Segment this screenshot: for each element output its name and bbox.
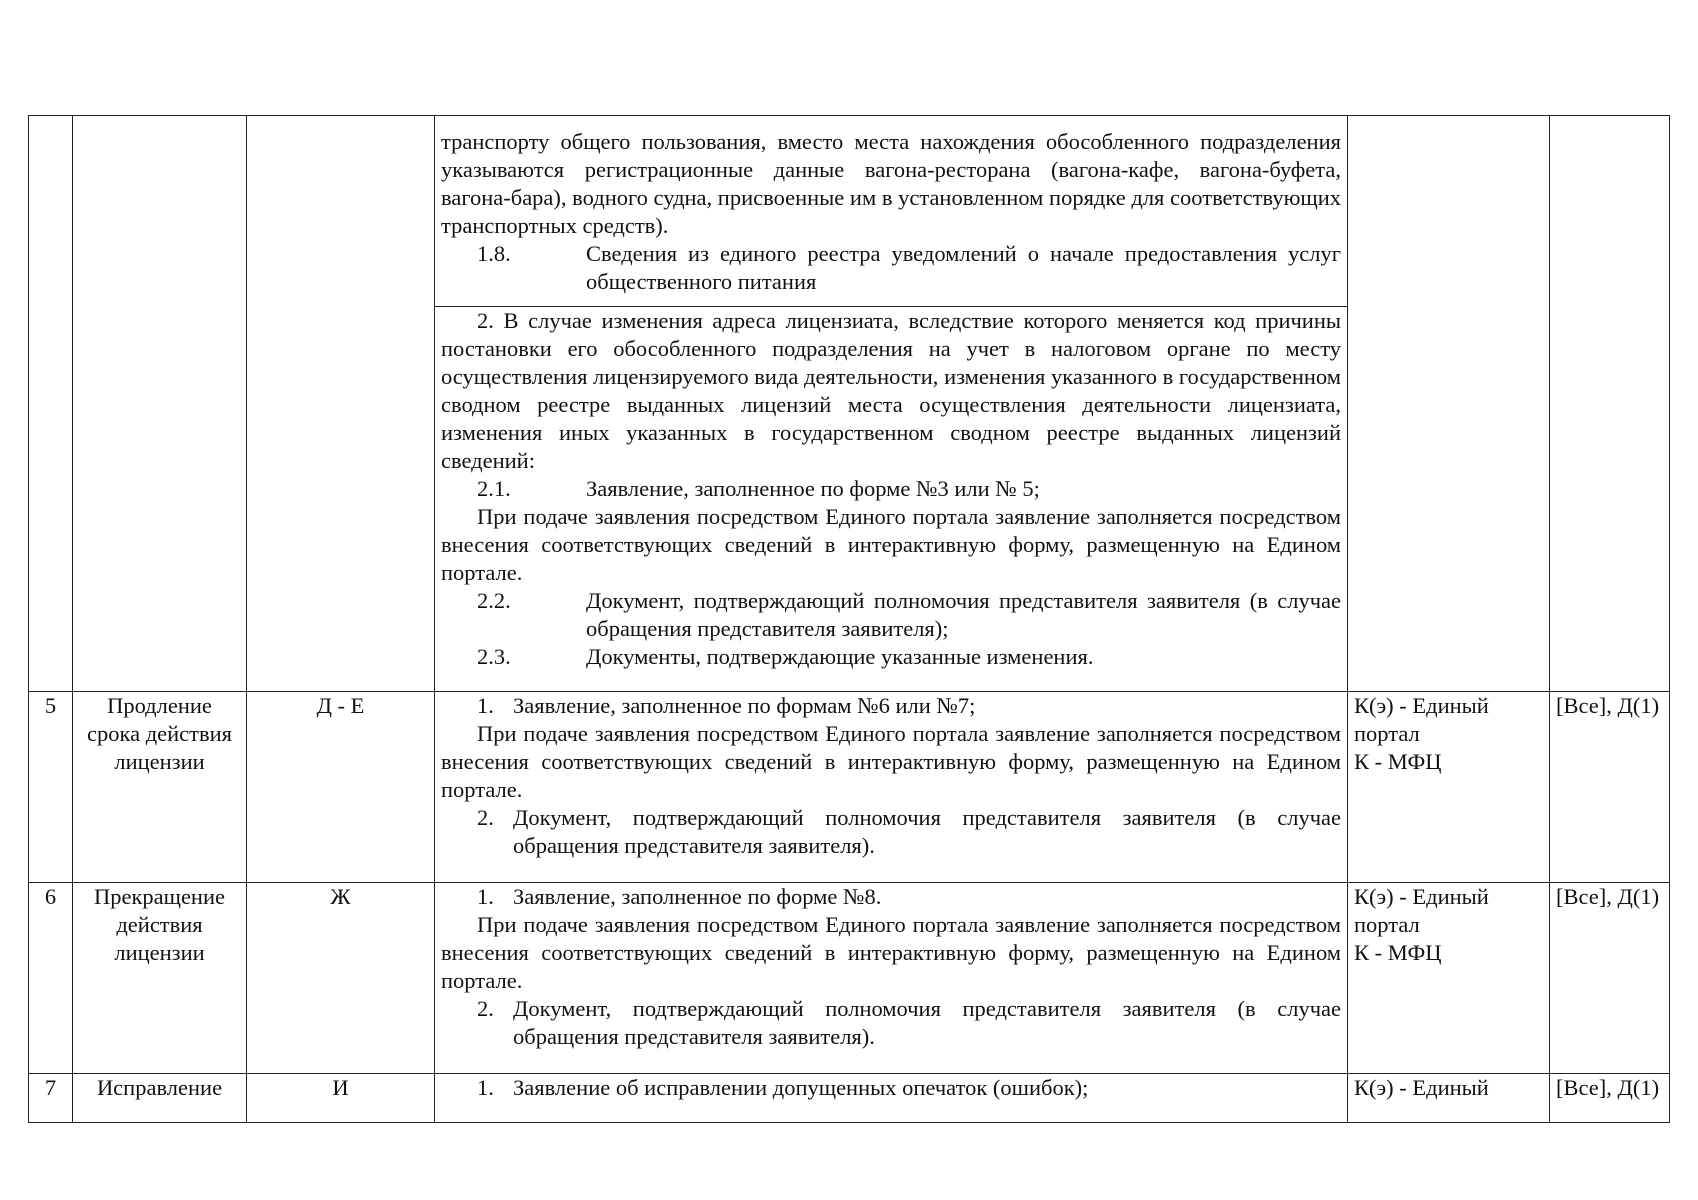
item-text: Заявление, заполненное по форме №3 или № 5; xyxy=(586,476,1040,501)
service-name-cell: Продление срока действия лицензии xyxy=(73,692,247,883)
applicant-category-cell: [Все], Д(1) xyxy=(1550,692,1670,883)
item-number: 1.8. xyxy=(477,241,511,266)
item-text: Заявление, заполненное по формам №6 или №7; xyxy=(513,693,976,718)
list-item xyxy=(441,883,1341,911)
table-row xyxy=(29,692,1670,883)
item-text: Документы, подтверждающие указанные изменения. xyxy=(586,644,1094,669)
documents-cell xyxy=(435,307,1348,692)
row-number-cell: 6 xyxy=(29,883,73,1074)
item-number: 1. xyxy=(477,1075,494,1100)
way-line: К(э) - Единый портал xyxy=(1354,884,1489,937)
documents-cell xyxy=(435,692,1348,883)
list-item xyxy=(441,587,1341,643)
service-code-cell xyxy=(247,116,435,692)
item-number: 1. xyxy=(477,693,494,718)
item-text: Документ, подтверждающий полномочия представителя заявителя (в случае обращения представителя заявителя); xyxy=(586,588,1341,641)
documents-cell xyxy=(435,1074,1348,1123)
list-item xyxy=(441,804,1341,860)
submission-way-cell xyxy=(1348,116,1550,692)
table-row xyxy=(29,116,1670,307)
row-number-cell: 5 xyxy=(29,692,73,883)
item-number: 2.1. xyxy=(477,476,511,501)
submission-way-cell xyxy=(1348,692,1550,883)
applicant-category-cell xyxy=(1550,116,1670,692)
item-number: 2.3. xyxy=(477,644,511,669)
service-name-cell: Прекращение действия лицензии xyxy=(73,883,247,1074)
way-line: К - МФЦ xyxy=(1354,749,1442,774)
service-code-cell: Д - Е xyxy=(247,692,435,883)
list-item xyxy=(441,475,1341,503)
documents-cell xyxy=(435,116,1348,307)
service-code-cell: И xyxy=(247,1074,435,1123)
item-text: Документ, подтверждающий полномочия представителя заявителя (в случае обращения представителя заявителя). xyxy=(513,805,1341,858)
table-row xyxy=(29,1074,1670,1123)
applicant-category-cell: [Все], Д(1) xyxy=(1550,883,1670,1074)
applicant-category-cell: [Все], Д(1) xyxy=(1550,1074,1670,1123)
paragraph: транспорту общего пользования, вместо места нахождения обособленного подразделения указываются регистрационные данные вагона-ресторана (вагона-кафе, вагона-буфета, вагона-бара), водного судна, присвоенные им в установленном порядке для соответствующих транспортных средств). xyxy=(441,129,1341,238)
list-item xyxy=(441,643,1341,671)
paragraph: 2. В случае изменения адреса лицензиата, вследствие которого меняется код причины постановки его обособленного подразделения на учет в налоговом органе по месту осуществления лицензируемого вида деятельности, изменения указанного в государственном сводном реестре выданных лицензий места осуществления деятельности лицензиата, изменения иных указанных в государственном сводном реестре выданных лицензий сведений: xyxy=(441,308,1341,473)
item-text: Документ, подтверждающий полномочия представителя заявителя (в случае обращения представителя заявителя). xyxy=(513,996,1341,1049)
paragraph: При подаче заявления посредством Единого портала заявление заполняется посредством внесения соответствующих сведений в интерактивную форму, размещенную на Едином портале. xyxy=(441,912,1341,993)
submission-way-cell xyxy=(1348,883,1550,1074)
paragraph: При подаче заявления посредством Единого портала заявление заполняется посредством внесения соответствующих сведений в интерактивную форму, размещенную на Едином портале. xyxy=(441,721,1341,802)
item-number: 2. xyxy=(477,805,494,830)
item-number: 2.2. xyxy=(477,588,511,613)
list-item xyxy=(441,995,1341,1051)
service-name-cell: Исправление xyxy=(73,1074,247,1123)
item-number: 1. xyxy=(477,884,494,909)
service-name-cell xyxy=(73,116,247,692)
item-text: Заявление, заполненное по форме №8. xyxy=(513,884,882,909)
submission-way-cell xyxy=(1348,1074,1550,1123)
list-item xyxy=(441,240,1341,296)
way-line: К - МФЦ xyxy=(1354,940,1442,965)
way-line: К(э) - Единый xyxy=(1354,1075,1489,1100)
list-item xyxy=(441,692,1341,720)
table-row xyxy=(29,883,1670,1074)
service-code-cell: Ж xyxy=(247,883,435,1074)
item-text: Заявление об исправлении допущенных опечаток (ошибок); xyxy=(513,1075,1089,1100)
item-number: 2. xyxy=(477,996,494,1021)
row-number-cell xyxy=(29,116,73,692)
documents-cell xyxy=(435,883,1348,1074)
row-number-cell: 7 xyxy=(29,1074,73,1123)
services-table xyxy=(28,115,1670,1123)
way-line: К(э) - Единый портал xyxy=(1354,693,1489,746)
list-item xyxy=(441,1074,1341,1102)
item-text: Сведения из единого реестра уведомлений о начале предоставления услуг общественного питания xyxy=(586,241,1341,294)
paragraph: При подаче заявления посредством Единого портала заявление заполняется посредством внесения соответствующих сведений в интерактивную форму, размещенную на Едином портале. xyxy=(441,504,1341,585)
